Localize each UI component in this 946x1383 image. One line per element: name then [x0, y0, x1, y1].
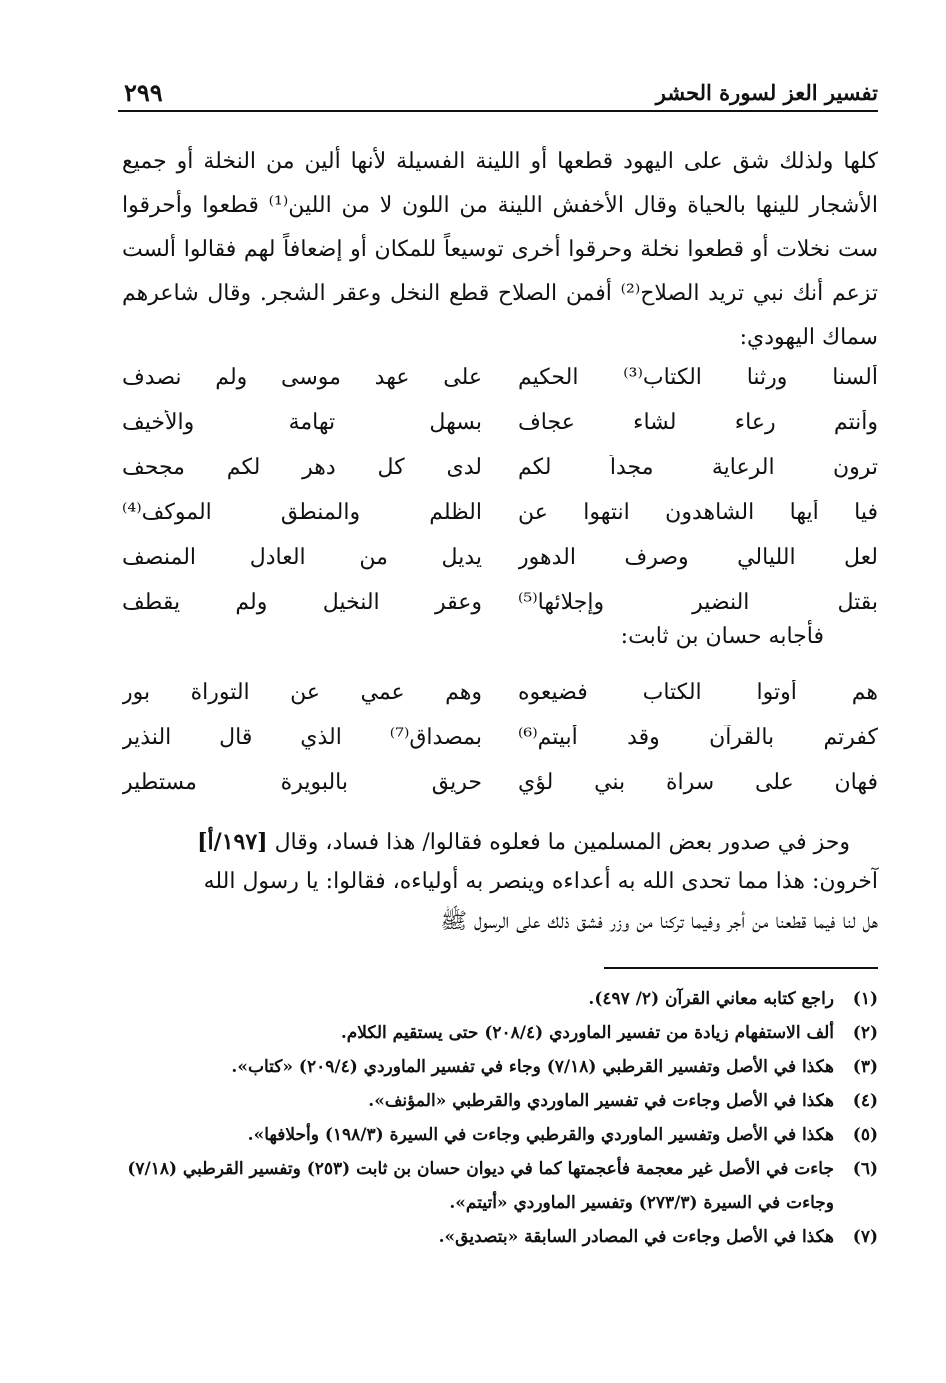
footnote: [78, 1084, 878, 1118]
footnote-text: هكذا في الأصل وتفسير الماوردي والقرطبي وجاءت في السيرة (١٩٨/٣) وأحلافها».: [247, 1125, 834, 1145]
verse-row: [122, 490, 878, 535]
verse-row: [122, 355, 878, 400]
verse-first-hemistich: فيا أيها الشاهدون انتهوا عن: [518, 500, 878, 525]
footnote-number: (١): [852, 989, 878, 1009]
verse-second-hemistich: يديل من العادل المنصف: [122, 545, 482, 570]
verse-second-hemistich: وهم عمي عن التوراة بور: [122, 680, 482, 705]
body-paragraph-2: [40, 822, 878, 942]
footnote-number: (٤): [852, 1091, 878, 1111]
verse-second-hemistich: على عهد موسى ولم نصدف: [122, 365, 482, 390]
footnote: [78, 1220, 878, 1254]
footnote-number: (٢): [852, 1023, 878, 1043]
footnote: [78, 1016, 878, 1050]
line-text: وحز في صدور بعض المسلمين ما فعلوه فقالوا/ هذا فساد، وقال: [274, 830, 850, 855]
reply-intro: فأجابه حسان بن ثابت:: [620, 624, 824, 649]
verse-first-hemistich: كفرتم بالقرآن وقد أبيتم⁽⁶⁾: [518, 725, 878, 750]
footnote: [78, 982, 878, 1016]
verse-second-hemistich: بمصداق⁽⁷⁾ الذي قال النذير: [122, 725, 482, 750]
body-paragraph: [122, 140, 878, 360]
verse-second-hemistich: لدى كل دهر لكم مجحف: [122, 455, 482, 480]
verse-first-hemistich: فهان على سراة بني لؤي: [518, 770, 878, 795]
footnote-number: (٦): [852, 1159, 878, 1179]
verse-second-hemistich: الظلم والمنطق الموكف⁽⁴⁾: [122, 500, 482, 525]
folio-marker: [١٩٧/أ]: [197, 829, 268, 855]
verse-row: [122, 760, 878, 805]
paragraph-text: كلها ولذلك شق على اليهود قطعها أو اللينة الفسيلة لأنها ألين من النخلة أو جميع الأشجار للينها بالحياة وقال الأخفش اللينة من اللون لا من اللين⁽¹⁾ قطعوا وأحرقوا ست نخلات أو قطعوا نخلة وحرقوا أخرى توسيعاً للمكان أو إضعافاً لهم فقالوا ألست تزعم أنك نبي تريد الصلاح⁽²⁾ أفمن الصلاح قطع النخل وعقر الشجر. وقال شاعرهم سماك اليهودي:: [122, 149, 879, 350]
verse-row: [122, 580, 878, 625]
footnote-text: هكذا في الأصل وجاءت في تفسير الماوردي والقرطبي «المؤنف».: [368, 1091, 834, 1111]
footnote-number: (٥): [852, 1125, 878, 1145]
verse-row: [122, 535, 878, 580]
verse-first-hemistich: ألسنا ورثنا الكتاب⁽³⁾ الحكيم: [518, 365, 878, 390]
verse-row: [122, 670, 878, 715]
verse-second-hemistich: حريق بالبويرة مستطير: [122, 770, 482, 795]
verse-first-hemistich: بقتل النضير وإجلائها⁽⁵⁾: [518, 590, 878, 615]
text-line: [40, 822, 878, 862]
verse-second-hemistich: وعقر النخيل ولم يقطف: [122, 590, 482, 615]
verse-row: [122, 715, 878, 760]
poem-samak: [122, 355, 878, 625]
footnote-text: هكذا في الأصل وجاءت في المصادر السابقة «بتصديق».: [438, 1227, 834, 1247]
footnote-number: (٧): [852, 1227, 878, 1247]
verse-second-hemistich: بسهل تهامة والأخيف: [122, 410, 482, 435]
verse-first-hemistich: لعل الليالي وصرف الدهور: [518, 545, 878, 570]
verse-row: [122, 400, 878, 445]
text-line: آخرون: هذا مما تحدى الله به أعداءه وينصر به أولياءه، فقالوا: يا رسول الله: [203, 869, 878, 894]
verse-first-hemistich: هم أوتوا الكتاب فضيعوه: [518, 680, 878, 705]
page-header: [118, 78, 878, 112]
footnote-number: (٣): [852, 1057, 878, 1077]
footnote: [78, 1118, 878, 1152]
poem-hassan: [122, 670, 878, 805]
verse-row: [122, 445, 878, 490]
verse-first-hemistich: وأنتم رعاء لشاء عجاف: [518, 410, 878, 435]
footnote-text: راجع كتابه معاني القرآن (٢/ ٤٩٧).: [588, 989, 834, 1009]
footnote-text: هكذا في الأصل وتفسير القرطبي (٧/١٨) وجاء في تفسير الماوردي (٢٠٩/٤) «كتاب».: [231, 1057, 834, 1077]
footnote: [78, 1152, 878, 1220]
footnote-text: ألف الاستفهام زيادة من تفسير الماوردي (٢٠٨/٤) حتى يستقيم الكلام.: [340, 1023, 834, 1043]
running-title: تفسير العز لسورة الحشر: [655, 80, 878, 105]
text-line: هل لنا فيما قطعنا من أجر وفيما تركنا من وزر فشق ذلك على الرسول ﷺ: [440, 909, 878, 934]
footnote-divider: [604, 967, 878, 969]
footnote-text: جاءت في الأصل غير معجمة فأعجمتها كما في ديوان حسان بن ثابت (٢٥٣) وتفسير القرطبي (٧/١٨) وجاءت في السيرة (٢٧٣/٣) وتفسير الماوردي «أتيتم».: [127, 1159, 834, 1213]
footnote: [78, 1050, 878, 1084]
verse-first-hemistich: ترون الرعاية مجداً لكم: [518, 455, 878, 480]
page-number: ٢٩٩: [124, 78, 163, 107]
footnotes: [78, 982, 878, 1254]
